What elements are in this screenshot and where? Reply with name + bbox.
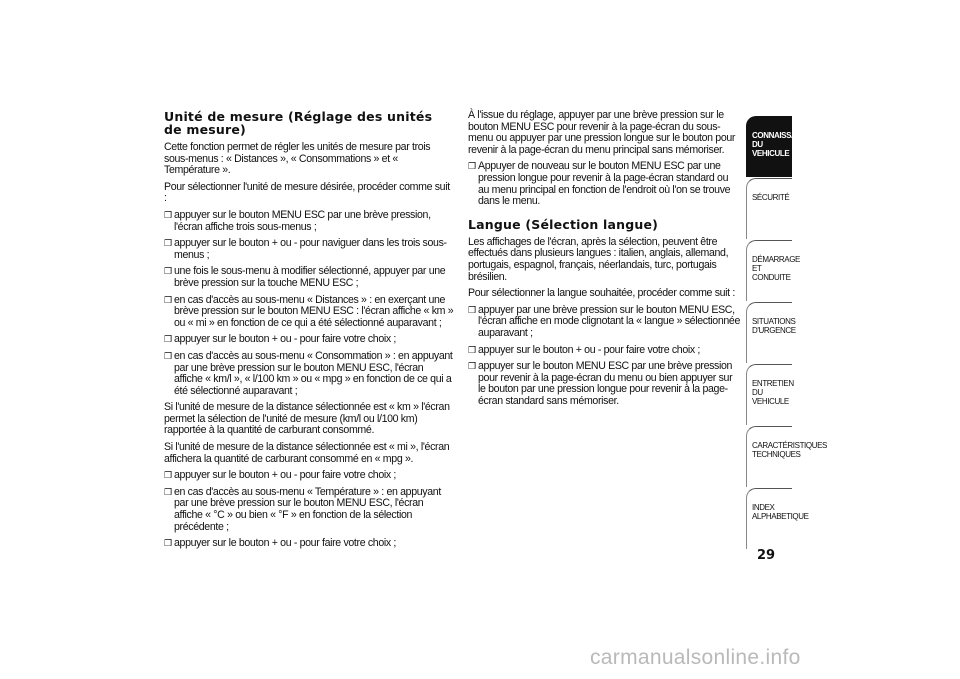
list-item: ❒ appuyer sur le bouton + ou - pour faire votre choix ; [468,343,701,356]
bullet-list [468,305,740,408]
list-item: ❒ appuyer sur le bouton MENU ESC par une brève pression pour revenir à la page-écran du menu ou bien appuyer sur le bouton par une pression longue pour revenir à la page-écran standard sans mémoriser. [468,360,733,407]
watermark: carmanualsonline.info [590,646,801,669]
list-item: ❒ en cas d'accès au sous-menu « Consommation » : en appuyant par une brève pression sur le bouton MENU ESC, l'écran affiche « km/l », « l/100 km » ou « mpg » en fonction de ce qui a été sélectionné auparavant ; [164,349,453,397]
checkbox-bullet-icon: ❒ [468,344,476,355]
checkbox-bullet-icon: ❒ [164,266,172,277]
tab-connaissance-du-vehicule[interactable]: CONNAISSANCE DU VEHICULE [746,116,792,177]
page-number: 29 [757,548,776,563]
checkbox-bullet-icon: ❒ [164,486,172,497]
list-item: ❒ appuyer sur le bouton MENU ESC par une brève pression, l'écran affiche trois sous-menus ; [164,208,431,233]
list-item: ❒ appuyer sur le bouton + ou - pour faire votre choix ; [164,333,397,346]
left-column [164,110,454,555]
list-item: ❒ en cas d'accès au sous-menu « Distances » : en exerçant une brève pression sur le bouton MENU ESC : l'écran affiche « km » ou « mi » en fonction de ce qui a été sélectionné auparavant ; [164,293,454,329]
paragraph: Pour sélectionner la langue souhaitée, procéder comme suit : [468,287,735,300]
tab-index-alphabetique[interactable]: INDEX ALPHABETIQUE [746,488,792,549]
checkbox-bullet-icon: ❒ [164,538,172,549]
list-item: ❒ appuyer sur le bouton + ou - pour naviguer dans les trois sous-menus ; [164,237,447,261]
checkbox-bullet-icon: ❒ [468,161,476,172]
paragraph: Si l'unité de mesure de la distance sélectionnée est « km » l'écran permet la sélection de l'unité de mesure (km/l ou l/100 km) rapportée à la quantité de carburant consommé. [164,401,450,437]
checkbox-bullet-icon: ❒ [164,238,172,249]
list-item: ❒ appuyer sur le bouton + ou - pour faire votre choix ; [164,537,397,550]
section-heading-units: Unité de mesure (Réglage des unités de mesure) [164,109,433,137]
list-item: ❒ une fois le sous-menu à modifier sélectionné, appuyer par une brève pression sur la touche MENU ESC ; [164,265,446,289]
checkbox-bullet-icon: ❒ [164,470,172,481]
tab-securite[interactable]: SÉCURITÉ [746,178,792,239]
list-item: ❒ appuyer par une brève pression sur le bouton MENU ESC, l'écran affiche en mode clignotant la « langue » sélectionnée auparavant ; [468,303,740,339]
right-column [468,110,740,412]
tab-situations-d-urgence[interactable]: SITUATIONS D'URGENCE [746,302,792,363]
checkbox-bullet-icon: ❒ [164,350,172,361]
paragraph: Pour sélectionner l'unité de mesure désirée, procéder comme suit : [164,180,450,205]
checkbox-bullet-icon: ❒ [164,294,172,305]
bullet-list [164,470,454,550]
checkbox-bullet-icon: ❒ [164,209,172,220]
bullet-list [164,210,454,397]
paragraph: Les affichages de l'écran, après la sélection, peuvent être effectués dans plusieurs langues : italien, anglais, allemand, portugais, espagnol, français, néerlandais, turc, portugais brésilien. [468,235,729,283]
tab-caracteristiques-techniques[interactable]: CARACTÉRISTIQUES TECHNIQUES [746,426,792,487]
list-item: ❒ en cas d'accès au sous-menu « Température » : en appuyant par une brève pression sur le bouton MENU ESC, l'écran affiche « °C » ou bien « °F » en fonction de la sélection précédente ; [164,485,441,533]
paragraph: À l'issue du réglage, appuyer par une brève pression sur le bouton MENU ESC pour revenir à la page-écran du sous-menu ou appuyer par une pression longue sur le bouton pour revenir à la page-écran du menu principal sans mémoriser. [468,109,736,156]
tab-demarrage-et-conduite[interactable]: DÉMARRAGE ET CONDUITE [746,240,792,301]
checkbox-bullet-icon: ❒ [468,361,476,372]
chapter-tabs [746,116,827,550]
checkbox-bullet-icon: ❒ [164,334,172,345]
tab-entretien-du-vehicule[interactable]: ENTRETIEN DU VEHICULE [746,364,792,425]
bullet-list [468,161,740,207]
paragraph: Cette fonction permet de régler les unités de mesure par trois sous-menus : « Distances », « Consommations » et « Température ». [164,141,431,177]
checkbox-bullet-icon: ❒ [468,304,476,315]
list-item: ❒ appuyer sur le bouton + ou - pour faire votre choix ; [164,469,397,482]
paragraph: Si l'unité de mesure de la distance sélectionnée est « mi », l'écran affichera la quantité de carburant consommé en « mpg ». [164,441,450,465]
section-heading-language: Langue (Sélection langue) [468,216,659,232]
list-item: ❒ Appuyer de nouveau sur le bouton MENU ESC par une pression longue pour revenir à la page-écran standard ou au menu principal en fonction de l'endroit où l'on se trouve dans le menu. [468,160,731,208]
